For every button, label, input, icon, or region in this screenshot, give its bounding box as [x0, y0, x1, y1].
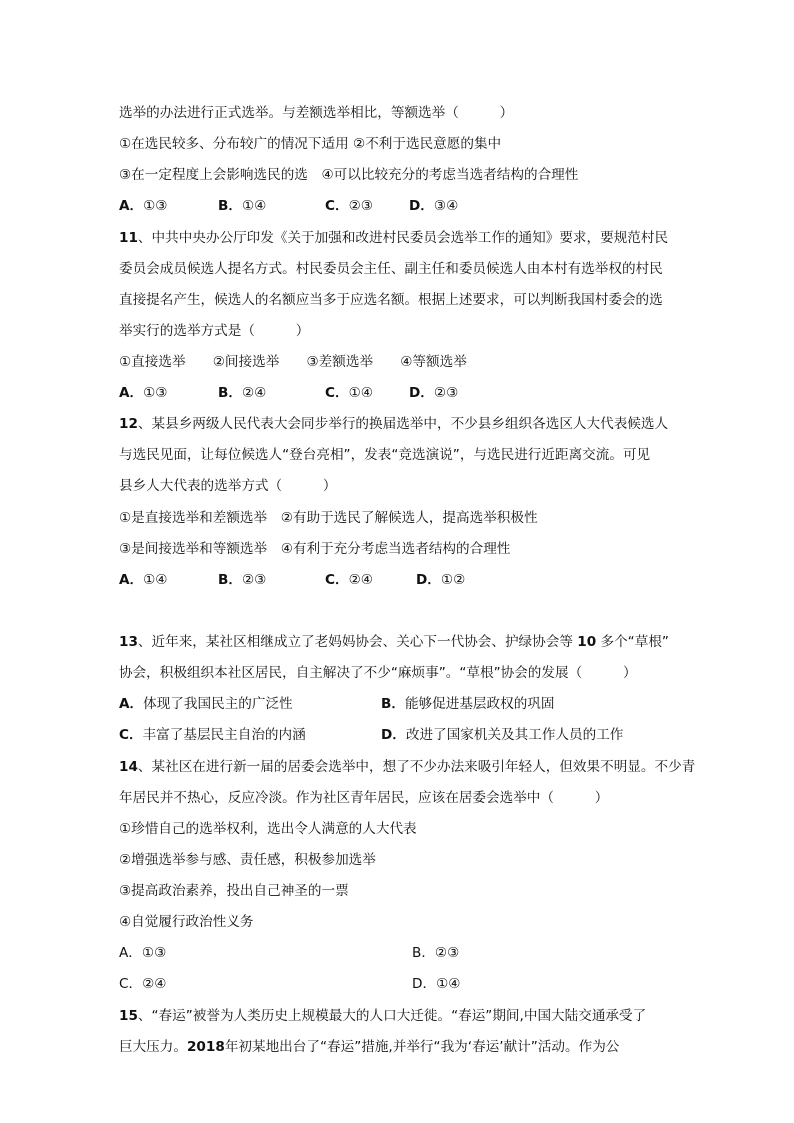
q13-option-b[interactable]: B．能够促进基层政权的巩固: [381, 696, 555, 712]
q12-stem-line: 12、某县乡两级人民代表大会同步举行的换届选举中，不少县乡组织各选区人大代表候选人: [119, 416, 669, 432]
q14-option-a[interactable]: A．①③: [119, 945, 167, 961]
q11-stem-line: 直接提名产生，候选人的名额应当多于应选名额。根据上述要求，可以判断我国村委会的选: [119, 292, 663, 308]
q13-option-c[interactable]: C．丰富了基层民主自治的内涵: [119, 727, 306, 743]
q11-option-d[interactable]: D．②③: [409, 385, 459, 401]
q11-option-c[interactable]: C．①④: [325, 385, 373, 401]
q14-stem-line: 年居民并不热心，反应冷淡。作为社区青年居民，应该在居委会选举中（ ）: [119, 790, 609, 806]
q14-statement: ②增强选举参与感、责任感，积极参加选举: [119, 852, 376, 868]
q13-option-d[interactable]: D．改进了国家机关及其工作人员的工作: [381, 727, 624, 743]
q12-option-d[interactable]: D．①②: [416, 572, 466, 588]
q12-statement: ①是直接选举和差额选举 ②有助于选民了解候选人，提高选举积极性: [119, 510, 538, 526]
q11-option-a[interactable]: A．①③: [119, 385, 168, 401]
q13-option-a[interactable]: A．体现了我国民主的广泛性: [119, 696, 293, 712]
year-number: 2018: [186, 1039, 225, 1055]
q14-statement: ①珍惜自己的选举权利，选出令人满意的人大代表: [119, 821, 417, 837]
q10-option-d[interactable]: D．③④: [409, 198, 459, 214]
q14-statement: ④自觉履行政治性义务: [119, 914, 254, 930]
q11-stem-line: 11、中共中央办公厅印发《关于加强和改进村民委员会选举工作的通知》要求，要规范村民: [119, 230, 669, 246]
count-number: 10: [577, 634, 597, 650]
q12-statement: ③是间接选举和等额选举 ④有利于充分考虑当选者结构的合理性: [119, 541, 511, 557]
q10-option-a[interactable]: A．①③: [119, 198, 168, 214]
question-number: 13: [119, 634, 138, 650]
question-number: 11: [119, 230, 138, 246]
q10-option-c[interactable]: C．②③: [325, 198, 373, 214]
q11-stem-line: 举实行的选举方式是（ ）: [119, 323, 310, 339]
q11-stem-line: 委员会成员候选人提名方式。村民委员会主任、副主任和委员候选人由本村有选举权的村民: [119, 261, 663, 277]
q11-option-b[interactable]: B．②④: [218, 385, 267, 401]
q10-option-b[interactable]: B．①④: [218, 198, 267, 214]
q12-option-b[interactable]: B．②③: [218, 572, 267, 588]
q14-stem-line: 14、某社区在进行新一届的居委会选举中，想了不少办法来吸引年轻人，但效果不明显。不少青: [119, 759, 696, 775]
question-number: 15: [119, 1008, 138, 1024]
q13-stem-line: 协会，积极组织本社区居民，自主解决了不少“麻烦事”。“草根”协会的发展（ ）: [119, 665, 637, 681]
q15-stem-line: 巨大压力。2018年初某地出台了“春运”措施,并举行“我为‘春运’献计”活动。作为公: [119, 1039, 620, 1055]
q10-statement: ①在选民较多、分布较广的情况下适用 ②不利于选民意愿的集中: [119, 136, 502, 152]
q12-option-a[interactable]: A．①④: [119, 572, 168, 588]
q12-option-c[interactable]: C．②④: [325, 572, 373, 588]
q14-statement: ③提高政治素养，投出自己神圣的一票: [119, 883, 349, 899]
q15-stem-line: 15、“春运”被誉为人类历史上规模最大的人口大迁徙。“春运”期间,中国大陆交通承受了: [119, 1008, 647, 1024]
q14-option-c[interactable]: C．②④: [119, 976, 167, 992]
q12-stem-line: 与选民见面，让每位候选人“登台亮相”，发表“竞选演说”，与选民进行近距离交流。可见: [119, 447, 651, 463]
q12-stem-line: 县乡人大代表的选举方式（ ）: [119, 478, 337, 494]
q13-stem-line: 13、近年来，某社区相继成立了老妈妈协会、关心下一代协会、护绿协会等 10 多个“草根”: [119, 634, 669, 650]
question-number: 14: [119, 759, 138, 775]
q14-option-b[interactable]: B．②③: [412, 945, 460, 961]
q10-stem-line: 选举的办法进行正式选举。与差额选举相比，等额选举（ ）: [119, 105, 514, 121]
q11-statement: ①直接选举 ②间接选举 ③差额选举 ④等额选举: [119, 354, 467, 370]
q14-option-d[interactable]: D．①④: [412, 976, 461, 992]
question-number: 12: [119, 416, 138, 432]
q10-statement: ③在一定程度上会影响选民的选 ④可以比较充分的考虑当选者结构的合理性: [119, 167, 579, 183]
